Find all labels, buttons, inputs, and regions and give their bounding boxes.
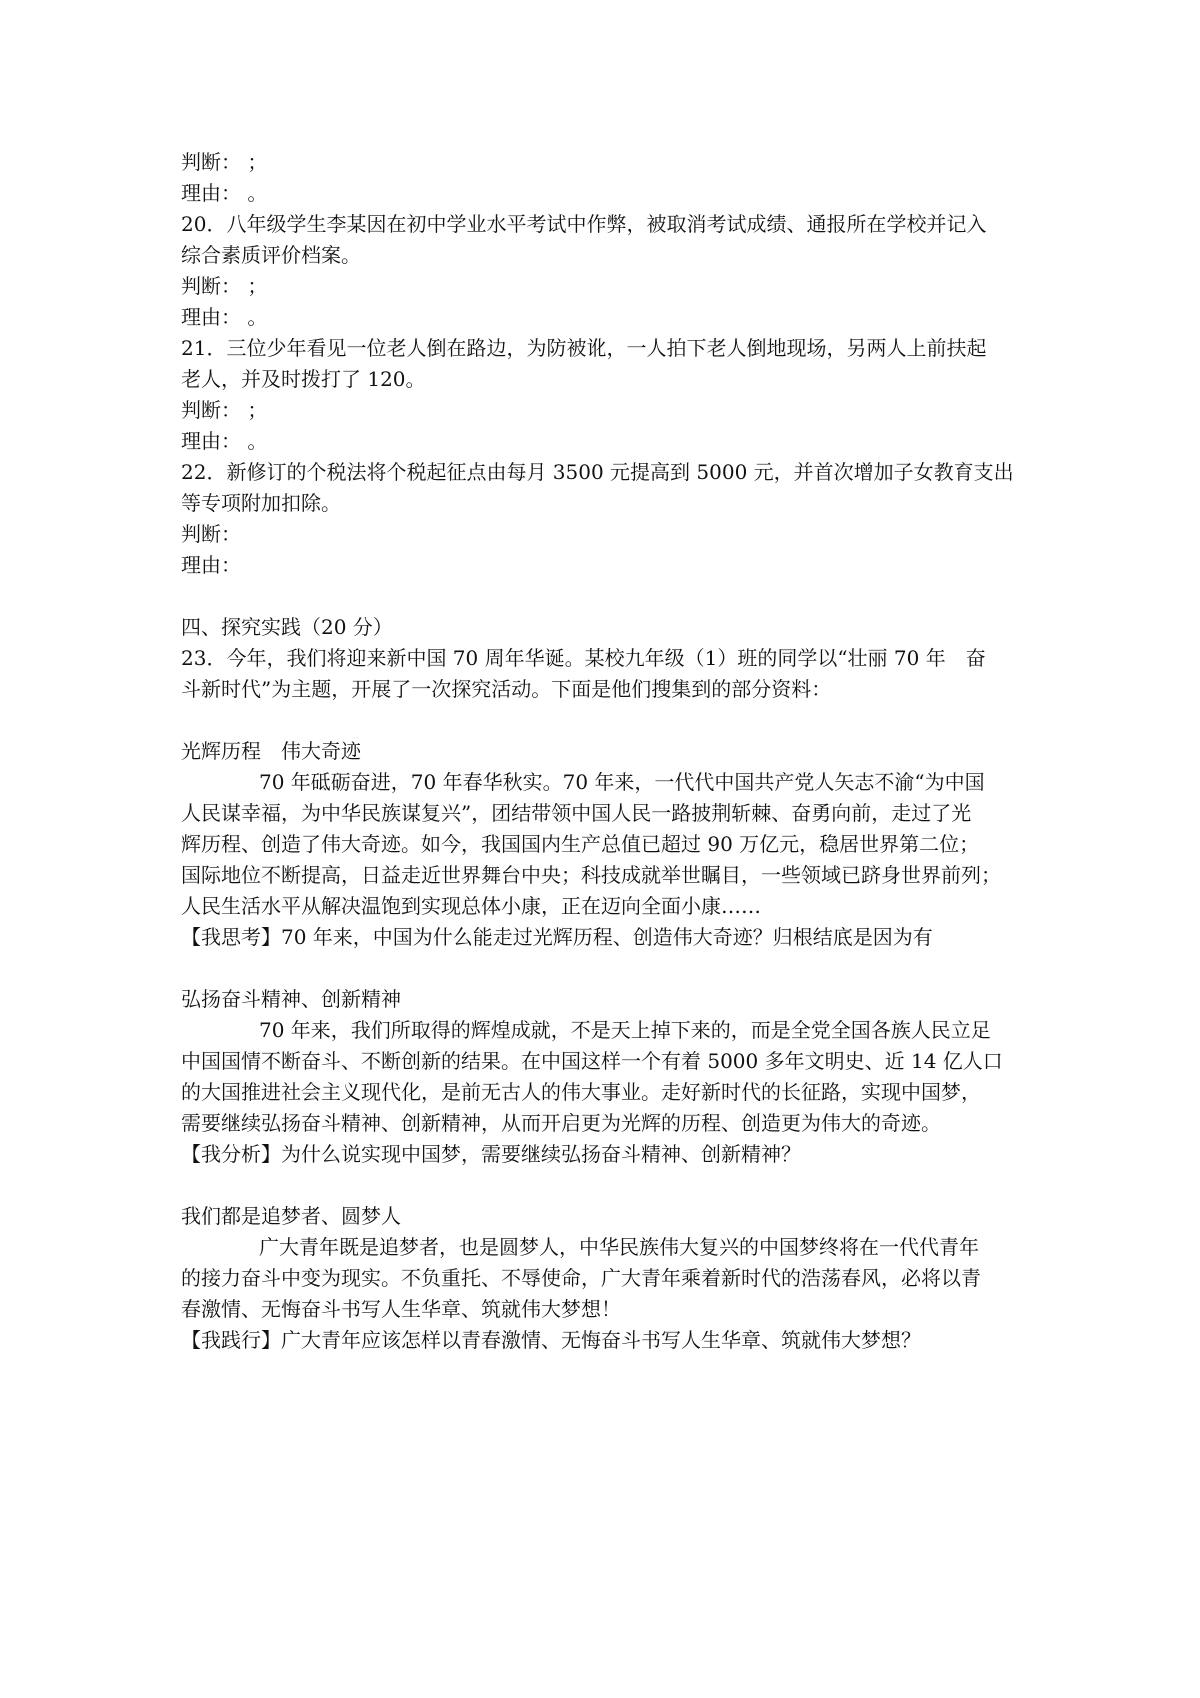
part3-para-line-1: 广大青年既是追梦者，也是圆梦人，中华民族伟大复兴的中国梦终将在一代代青年 <box>259 1235 979 1259</box>
part2-para-line-4: 需要继续弘扬奋斗精神、创新精神，从而开启更为光辉的历程、创造更为伟大的奇迹。 <box>181 1111 941 1135</box>
part1-heading: 光辉历程 伟大奇迹 <box>181 739 361 763</box>
q22-text-line-2: 等专项附加扣除。 <box>181 491 341 515</box>
part1-para-line-4: 国际地位不断提高，日益走近世界舞台中央；科技成就举世瞩目，一些领域已跻身世界前列； <box>181 863 1001 887</box>
part3-heading: 我们都是追梦者、圆梦人 <box>181 1204 401 1228</box>
q19-judge: 判断： ； <box>181 150 268 174</box>
part1-question: 【我思考】70 年来，中国为什么能走过光辉历程、创造伟大奇迹？归根结底是因为有 <box>181 925 933 949</box>
q22-text-line-1: 22．新修订的个税法将个税起征点由每月 3500 元提高到 5000 元，并首次增加子女教育支出 <box>181 460 1014 484</box>
q21-judge: 判断： ； <box>181 398 268 422</box>
q20-judge: 判断： ； <box>181 274 268 298</box>
part1-para-line-3: 辉历程、创造了伟大奇迹。如今，我国国内生产总值已超过 90 万亿元，稳居世界第二位； <box>181 832 980 856</box>
q20-text-line-2: 综合素质评价档案。 <box>181 243 361 267</box>
part3-para-line-2: 的接力奋斗中变为现实。不负重托、不辱使命，广大青年乘着新时代的浩荡春风，必将以青 <box>181 1266 981 1290</box>
part2-heading: 弘扬奋斗精神、创新精神 <box>181 987 401 1011</box>
q21-reason: 理由： 。 <box>181 429 268 453</box>
part1-para-line-2: 人民谋幸福，为中华民族谋复兴”，团结带领中国人民一路披荆斩棘、奋勇向前，走过了光 <box>181 801 972 825</box>
q20-reason: 理由： 。 <box>181 305 268 329</box>
q23-text-line-2: 斗新时代”为主题，开展了一次探究活动。下面是他们搜集到的部分资料： <box>181 677 832 701</box>
spacer <box>181 705 1031 736</box>
q21-text-line-2: 老人，并及时拨打了 120。 <box>181 367 426 391</box>
document-page <box>181 147 1031 1356</box>
part3-question: 【我践行】广大青年应该怎样以青春激情、无悔奋斗书写人生华章、筑就伟大梦想？ <box>181 1328 921 1352</box>
part2-para-line-1: 70 年来，我们所取得的辉煌成就，不是天上掉下来的，而是全党全国各族人民立足 <box>259 1018 991 1042</box>
spacer <box>181 581 1031 612</box>
part2-question: 【我分析】为什么说实现中国梦，需要继续弘扬奋斗精神、创新精神？ <box>181 1142 801 1166</box>
part2-para-line-2: 中国国情不断奋斗、不断创新的结果。在中国这样一个有着 5000 多年文明史、近 14 亿人口 <box>181 1049 1003 1073</box>
spacer <box>181 953 1031 984</box>
section-title: 四、探究实践（20 分） <box>181 615 393 639</box>
q22-judge: 判断： <box>181 522 241 546</box>
q20-text-line-1: 20．八年级学生李某因在初中学业水平考试中作弊，被取消考试成绩、通报所在学校并记入 <box>181 212 987 236</box>
q23-text-line-1: 23．今年，我们将迎来新中国 70 周年华诞。某校九年级（1）班的同学以“壮丽 70 年 奋 <box>181 646 986 670</box>
q22-reason: 理由： <box>181 553 241 577</box>
part1-para-line-5: 人民生活水平从解决温饱到实现总体小康，正在迈向全面小康…… <box>181 894 761 918</box>
part3-para-line-3: 春激情、无悔奋斗书写人生华章、筑就伟大梦想！ <box>181 1297 621 1321</box>
q21-text-line-1: 21．三位少年看见一位老人倒在路边，为防被讹，一人拍下老人倒地现场，另两人上前扶起 <box>181 336 987 360</box>
part1-para-line-1: 70 年砥砺奋进，70 年春华秋实。70 年来，一代代中国共产党人矢志不渝“为中国 <box>259 770 985 794</box>
part2-para-line-3: 的大国推进社会主义现代化，是前无古人的伟大事业。走好新时代的长征路，实现中国梦， <box>181 1080 981 1104</box>
q19-reason: 理由： 。 <box>181 181 268 205</box>
spacer <box>181 1170 1031 1201</box>
